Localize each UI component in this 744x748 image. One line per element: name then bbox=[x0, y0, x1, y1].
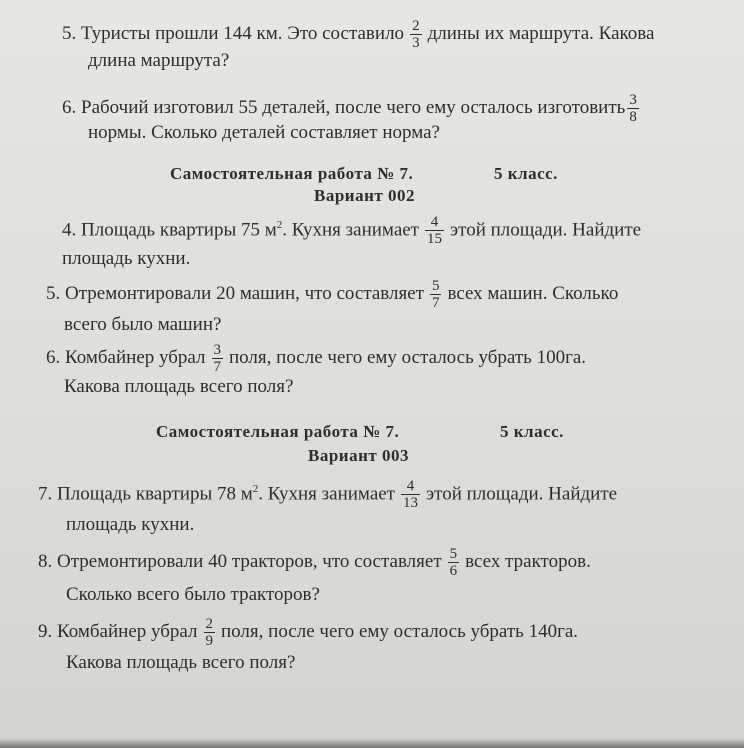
fraction-numerator: 3 bbox=[213, 342, 222, 358]
fraction-5-7 bbox=[430, 278, 442, 311]
task-7-text-mid: . Кухня занимает bbox=[258, 483, 395, 505]
task-8-line-2: Сколько всего было тракторов? bbox=[66, 584, 320, 605]
fraction-3-8 bbox=[627, 92, 639, 125]
task-6b-text: 6. Комбайнер убрал bbox=[46, 346, 206, 368]
variant-003-label: Вариант 003 bbox=[308, 446, 409, 465]
task-4-text-mid: . Кухня занимает bbox=[282, 219, 419, 241]
task-5-text-end: длины их маршрута. Какова bbox=[427, 22, 655, 44]
task-4-text: 4. Площадь квартиры 75 м bbox=[62, 219, 277, 241]
task-6-text: 6. Рабочий изготовил 55 деталей, после чего ему осталось изготовить bbox=[62, 96, 626, 118]
task-6-line-2: нормы. Сколько деталей составляет норма? bbox=[88, 122, 440, 143]
task-5-line-2: длина маршрута? bbox=[88, 50, 230, 71]
task-6b-text-end: поля, после чего ему осталось убрать 100га. bbox=[229, 346, 587, 368]
task-7-text-end: этой площади. Найдите bbox=[426, 483, 618, 505]
page-edge-shadow bbox=[0, 738, 744, 748]
task-9-text: 9. Комбайнер убрал bbox=[38, 620, 198, 642]
task-8-line-1 bbox=[38, 546, 591, 579]
superscript: 2 bbox=[252, 483, 259, 495]
task-7-line-2: площадь кухни. bbox=[66, 514, 195, 535]
fraction-numerator: 5 bbox=[431, 278, 440, 294]
task-6b-line-1 bbox=[46, 342, 586, 375]
superscript: 2 bbox=[276, 219, 283, 231]
task-8-text: 8. Отремонтировали 40 тракторов, что составляет bbox=[38, 550, 442, 572]
fraction-denominator: 3 bbox=[412, 35, 420, 51]
fraction-numerator: 4 bbox=[425, 214, 444, 231]
fraction-4-13 bbox=[401, 478, 420, 511]
fraction-numerator: 3 bbox=[629, 92, 637, 108]
fraction-numerator: 5 bbox=[449, 546, 458, 562]
fraction-4-15 bbox=[425, 214, 444, 247]
fraction-5-6 bbox=[448, 546, 460, 579]
fraction-numerator: 4 bbox=[401, 478, 420, 495]
fraction-numerator: 2 bbox=[205, 616, 214, 632]
fraction-2-9 bbox=[204, 616, 216, 649]
task-5b-line-1 bbox=[46, 278, 618, 311]
fraction-numerator: 2 bbox=[412, 18, 420, 34]
task-5b-line-2: всего было машин? bbox=[64, 314, 222, 335]
task-5-text: 5. Туристы прошли 144 км. Это составило bbox=[62, 22, 405, 44]
fraction-denominator: 9 bbox=[205, 633, 214, 649]
variant-003-class: 5 класс. bbox=[500, 422, 564, 441]
fraction-denominator: 13 bbox=[403, 495, 418, 512]
fraction-denominator: 6 bbox=[449, 563, 458, 579]
fraction-3-7 bbox=[212, 342, 224, 375]
variant-003-title: Самостоятельная работа № 7. bbox=[156, 422, 400, 441]
task-5-line-1 bbox=[62, 18, 654, 51]
fraction-denominator: 15 bbox=[427, 231, 442, 248]
fraction-denominator: 7 bbox=[431, 295, 440, 311]
task-5b-text: 5. Отремонтировали 20 машин, что составляет bbox=[46, 282, 424, 304]
task-4-line-2: площадь кухни. bbox=[62, 248, 191, 269]
fraction-denominator: 8 bbox=[629, 109, 637, 125]
task-7-line-1 bbox=[38, 478, 617, 511]
fraction-2-3 bbox=[410, 18, 422, 51]
task-7-text: 7. Площадь квартиры 78 м bbox=[38, 483, 253, 505]
task-4-text-end: этой площади. Найдите bbox=[450, 219, 642, 241]
task-4-line-1 bbox=[62, 214, 641, 247]
variant-002-title: Самостоятельная работа № 7. bbox=[170, 164, 414, 183]
variant-002-label: Вариант 002 bbox=[314, 186, 415, 205]
task-5b-text-end: всех машин. Сколько bbox=[447, 282, 619, 304]
variant-002-class: 5 класс. bbox=[494, 164, 558, 183]
task-9-text-end: поля, после чего ему осталось убрать 140га. bbox=[221, 620, 579, 642]
task-9-line-2: Какова площадь всего поля? bbox=[66, 652, 296, 673]
task-6-line-1 bbox=[62, 92, 645, 125]
task-8-text-end: всех тракторов. bbox=[465, 550, 591, 572]
task-6b-line-2: Какова площадь всего поля? bbox=[64, 376, 294, 397]
task-9-line-1 bbox=[38, 616, 578, 649]
fraction-denominator: 7 bbox=[213, 359, 222, 375]
